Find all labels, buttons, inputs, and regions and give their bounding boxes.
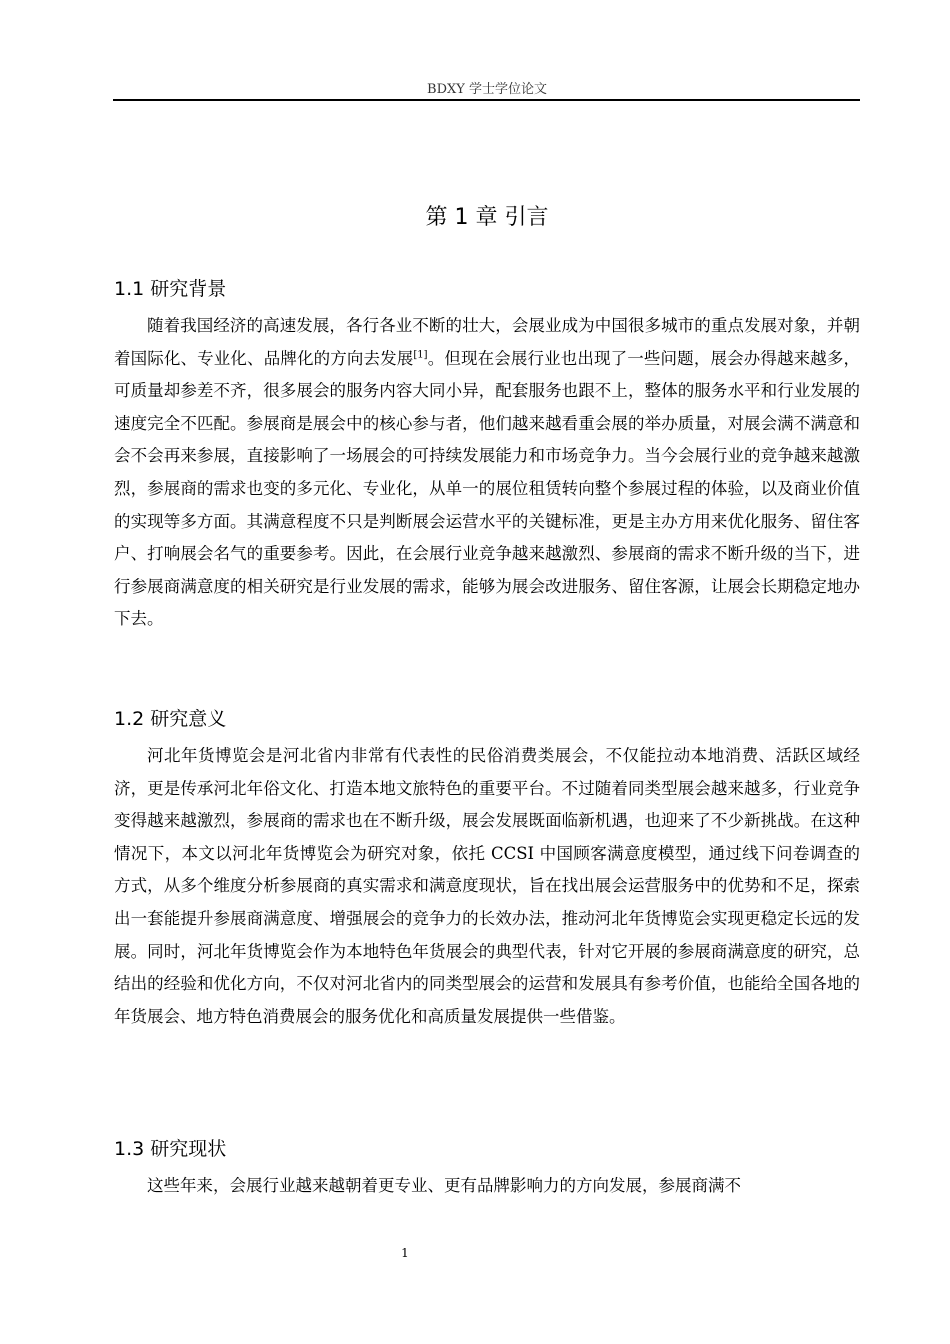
chapter-title: 第 1 章 引言	[425, 205, 549, 230]
page-number: 1	[401, 1246, 409, 1260]
section-heading-1-2: 1.2 研究意义	[114, 708, 227, 730]
paragraph-research-status: 这些年来，会展行业越来越朝着更专业、更有品牌影响力的方向发展，参展商满不	[147, 1176, 741, 1195]
section-heading-1-1: 1.1 研究背景	[114, 278, 227, 300]
citation-marker: [1]	[413, 349, 428, 361]
paragraph-text: 随着我国经济的高速发展，各行各业不断的壮大，会展业成为中国很多城市的重点发展对象，并朝着国际化、专业化、品牌化的方向去发展	[114, 316, 860, 368]
running-header: BDXY 学士学位论文	[427, 82, 547, 97]
paragraph-research-significance: 河北年货博览会是河北省内非常有代表性的民俗消费类展会，不仅能拉动本地消费、活跃区域经济，更是传承河北年俗文化、打造本地文旅特色的重要平台。不过随着同类型展会越来越多，行业竞争变得越来越激烈，参展商的需求也在不断升级，展会发展既面临新机遇，也迎来了不少新挑战。在这种情况下，本文以河北年货博览会为研究对象，依托 CCSI 中国顾客满意度模型，通过线下问卷调查的方式，从多个维度分析参展商的真实需求和满意度现状，旨在找出展会运营服务中的优势和不足，探索出一套能提升参展商满意度、增强展会的竞争力的长效办法，推动河北年货博览会实现更稳定长远的发展。同时，河北年货博览会作为本地特色年货展会的典型代表，针对它开展的参展商满意度的研究，总结出的经验和优化方向，不仅对河北省内的同类型展会的运营和发展具有参考价值，也能给全国各地的年货展会、地方特色消费展会的服务优化和高质量发展提供一些借鉴。	[114, 746, 860, 1026]
paragraph-text: 。但现在会展行业也出现了一些问题，展会办得越来越多，可质量却参差不齐，很多展会的服务内容大同小异，配套服务也跟不上，整体的服务水平和行业发展的速度完全不匹配。参展商是展会中的核心参与者，他们越来越看重会展的举办质量，对展会满不满意和会不会再来参展，直接影响了一场展会的可持续发展能力和市场竞争力。当今会展行业的竞争越来越激烈，参展商的需求也变的多元化、专业化，从单一的展位租赁转向整个参展过程的体验，以及商业价值的实现等多方面。其满意程度不只是判断展会运营水平的关键标准，更是主办方用来优化服务、留住客户、打响展会名气的重要参考。因此，在会展行业竞争越来越激烈、参展商的需求不断升级的当下，进行参展商满意度的相关研究是行业发展的需求，能够为展会改进服务、留住客源，让展会长期稳定地办下去。	[114, 348, 861, 629]
header-rule	[113, 99, 860, 101]
paragraph-research-background	[114, 310, 860, 636]
section-heading-1-3: 1.3 研究现状	[114, 1138, 227, 1160]
